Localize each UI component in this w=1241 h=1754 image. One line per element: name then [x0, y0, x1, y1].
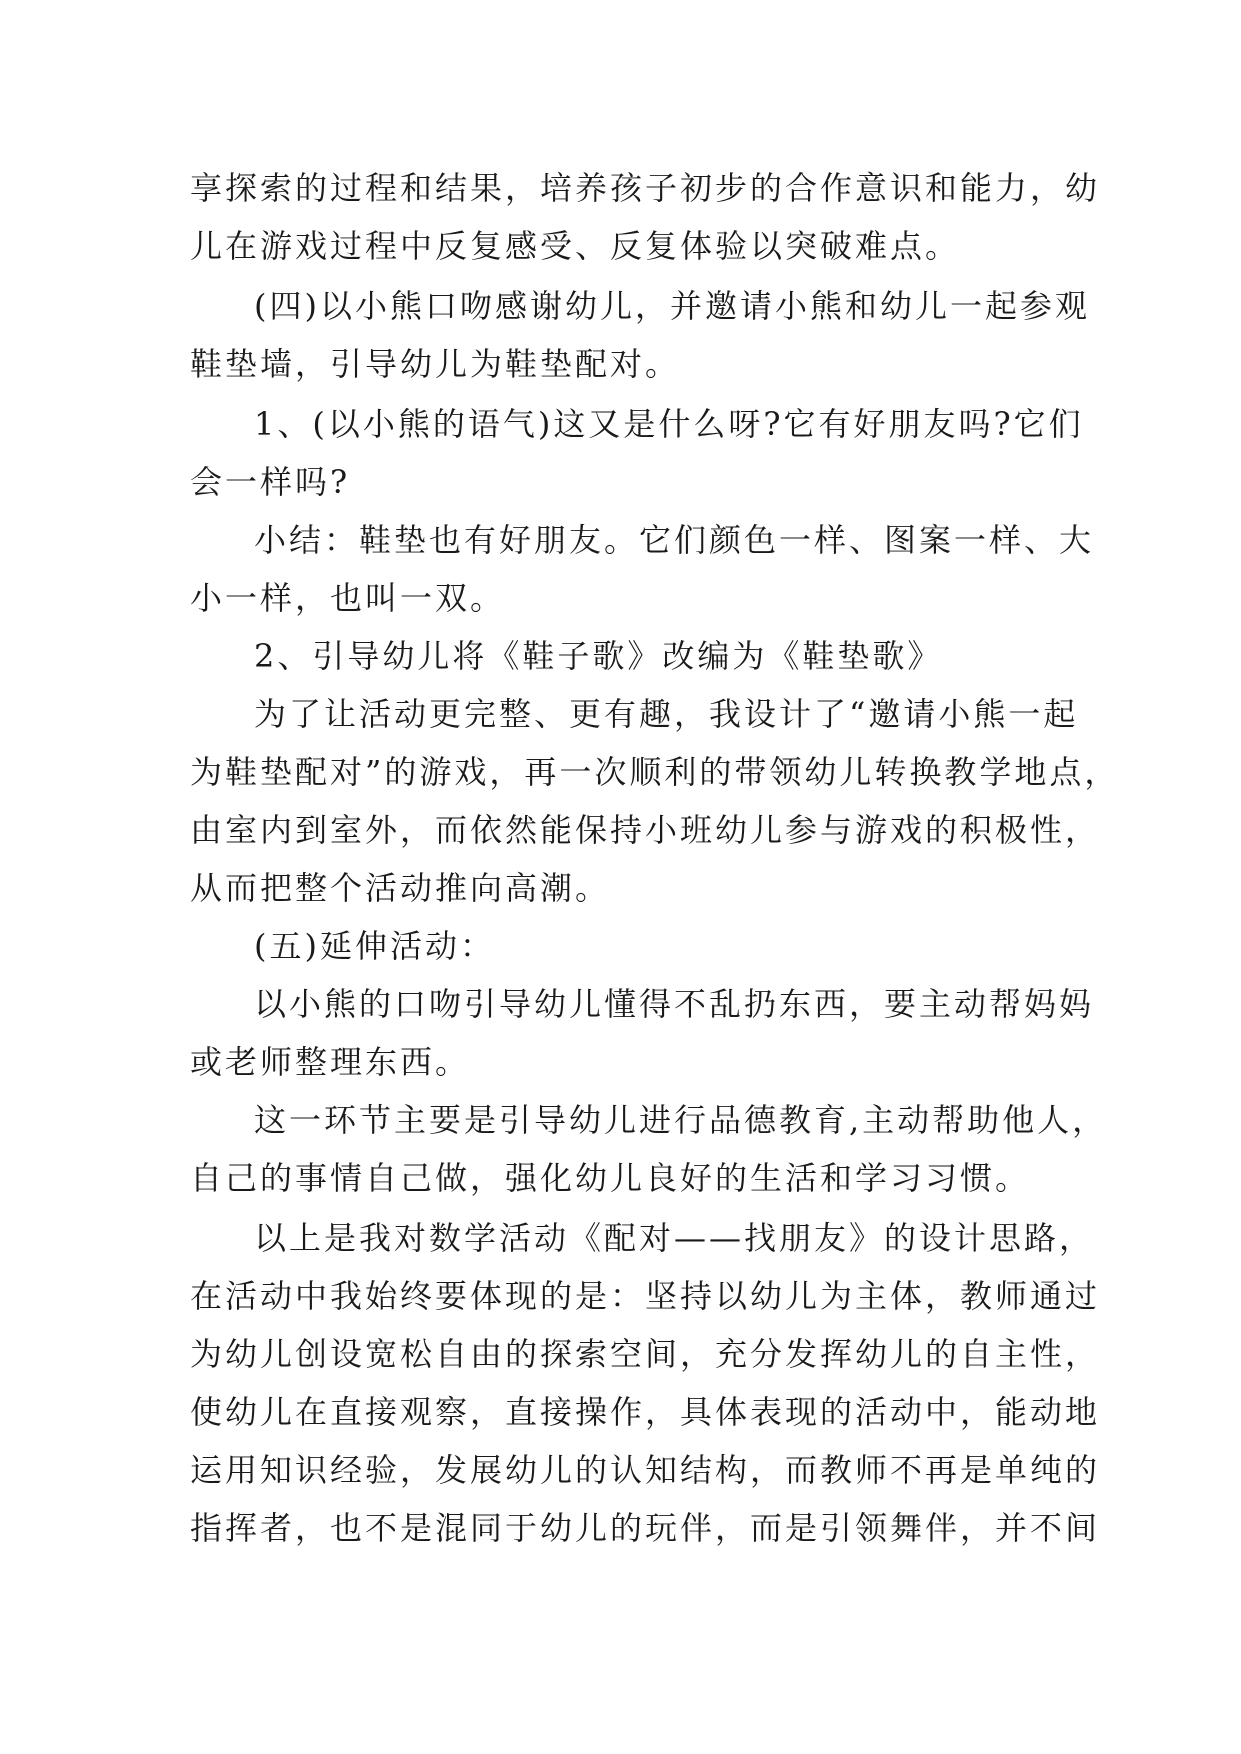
text-line: 享探索的过程和结果，培养孩子初步的合作意识和能力，幼 — [190, 169, 1101, 207]
text-line: 鞋垫墙，引导幼儿为鞋垫配对。 — [190, 345, 681, 383]
text-line: 以上是我对数学活动《配对——找朋友》的设计思路， — [254, 1219, 1095, 1257]
text-line: 或老师整理东西。 — [190, 1043, 471, 1081]
text-line: 由室内到室外，而依然能保持小班幼儿参与游戏的积极性， — [190, 811, 1101, 849]
text-line: 运用知识经验，发展幼儿的认知结构，而教师不再是单纯的 — [190, 1451, 1101, 1489]
text-line: 为了让活动更完整、更有趣，我设计了“邀请小熊一起 — [254, 695, 1079, 733]
text-line: 儿在游戏过程中反复感受、反复体验以突破难点。 — [190, 227, 961, 265]
text-line: 这一环节主要是引导幼儿进行品德教育,主动帮助他人， — [254, 1101, 1108, 1139]
text-line: 小一样，也叫一双。 — [190, 579, 506, 617]
text-line: 1、(以小熊的语气)这又是什么呀?它有好朋友吗?它们 — [254, 405, 1084, 443]
text-line: 指挥者，也不是混同于幼儿的玩伴，而是引领舞伴，并不间 — [190, 1509, 1101, 1547]
text-line: 使幼儿在直接观察，直接操作，具体表现的活动中，能动地 — [190, 1393, 1101, 1431]
document-page — [190, 0, 1120, 1754]
text-line: 以小熊的口吻引导幼儿懂得不乱扔东西，要主动帮妈妈 — [254, 985, 1095, 1023]
text-line: 从而把整个活动推向高潮。 — [190, 869, 611, 907]
paragraph-heading: (五)延伸活动： — [254, 927, 495, 965]
text-line: 会一样吗? — [190, 463, 351, 501]
text-line: 自己的事情自己做，强化幼儿良好的生活和学习习惯。 — [190, 1159, 1031, 1197]
text-line: 小结：鞋垫也有好朋友。它们颜色一样、图案一样、大 — [254, 521, 1095, 559]
paragraph-heading: (四)以小熊口吻感谢幼儿，并邀请小熊和幼儿一起参观 — [254, 287, 1090, 325]
text-line: 在活动中我始终要体现的是：坚持以幼儿为主体，教师通过 — [190, 1277, 1101, 1315]
text-line: 为幼儿创设宽松自由的探索空间，充分发挥幼儿的自主性， — [190, 1335, 1101, 1373]
text-line: 2、引导幼儿将《鞋子歌》改编为《鞋垫歌》 — [254, 637, 943, 675]
text-line: 为鞋垫配对”的游戏，再一次顺利的带领幼儿转换教学地点， — [190, 753, 1120, 791]
